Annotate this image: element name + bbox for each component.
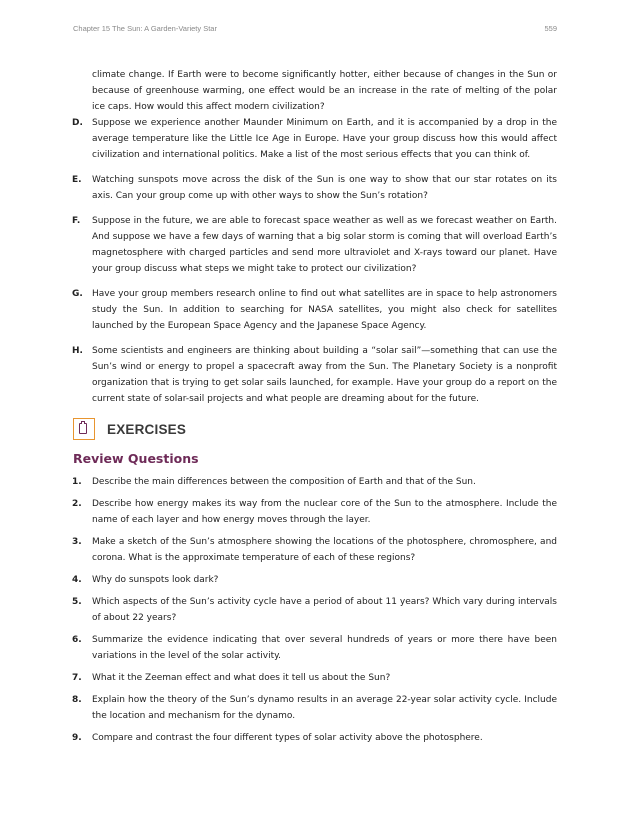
activity-letter: D. <box>72 118 83 128</box>
question-number: 8. <box>72 695 82 705</box>
question-number: 9. <box>72 733 82 743</box>
question-text: What it the Zeeman effect and what does it tell us about the Sun? <box>92 673 391 683</box>
question-text: Describe how energy makes its way from the nuclear core of the Sun to the atmosphere. Include the name of each layer and how energy moves through the layer. <box>92 499 557 525</box>
question-text: Compare and contrast the four different types of solar activity above the photosphere. <box>92 733 483 743</box>
review-question-3 <box>73 534 557 566</box>
activity-item-e <box>73 172 557 204</box>
question-number: 5. <box>72 597 82 607</box>
activity-item-f <box>73 213 557 277</box>
activity-letter: G. <box>72 289 83 299</box>
running-header <box>73 24 557 33</box>
review-question-9 <box>73 730 557 746</box>
group-activities-list <box>73 115 557 416</box>
activity-text: Have your group members research online to find out what satellites are in space to help astronomers study the Sun. In addition to searching for NASA satellites, you might also check for satellites launched by the European Space Agency and the Japanese Space Agency. <box>92 289 557 331</box>
review-question-1 <box>73 474 557 490</box>
activity-text: Some scientists and engineers are thinking about building a “solar sail”—something that can use the Sun’s wind or energy to propel a spacecraft away from the Sun. The Planetary Society is a nonprofit organization that is trying to get solar sails launched, for example. Have your group do a report on the current state of solar-sail projects and what people are dreaming about for the future. <box>92 346 557 404</box>
question-text: Summarize the evidence indicating that over several hundreds of years or more there have been variations in the level of the solar activity. <box>92 635 557 661</box>
activity-item-h <box>73 343 557 407</box>
review-question-4 <box>73 572 557 588</box>
question-text: Describe the main differences between the composition of Earth and that of the Sun. <box>92 477 476 487</box>
clipboard-icon <box>73 418 95 440</box>
activity-text: Suppose we experience another Maunder Minimum on Earth, and it is accompanied by a drop in the average temperature like the Little Ice Age in Europe. Have your group discuss how this would affect civilization and international politics. Make a list of the most serious effects that you can think of. <box>92 118 557 160</box>
review-questions-heading: Review Questions <box>73 451 199 466</box>
review-question-6 <box>73 632 557 664</box>
question-text: Why do sunspots look dark? <box>92 575 219 585</box>
page-number: 559 <box>544 24 557 33</box>
review-question-5 <box>73 594 557 626</box>
activity-item-g <box>73 286 557 334</box>
question-text: Explain how the theory of the Sun’s dynamo results in an average 22-year solar activity cycle. Include the location and mechanism for the dynamo. <box>92 695 557 721</box>
activity-item-d <box>73 115 557 163</box>
question-number: 6. <box>72 635 82 645</box>
review-question-8 <box>73 692 557 724</box>
activity-text: Watching sunspots move across the disk of the Sun is one way to show that our star rotates on its axis. Can your group come up with other ways to show the Sun’s rotation? <box>92 175 557 201</box>
question-number: 2. <box>72 499 82 509</box>
question-number: 3. <box>72 537 82 547</box>
chapter-title: Chapter 15 The Sun: A Garden-Variety Star <box>73 24 217 33</box>
activity-letter: H. <box>72 346 83 356</box>
question-number: 7. <box>72 673 82 683</box>
question-text: Which aspects of the Sun’s activity cycle have a period of about 11 years? Which vary during intervals of about 22 years? <box>92 597 557 623</box>
continuation-paragraph: climate change. If Earth were to become significantly hotter, either because of changes in the Sun or because of greenhouse warming, one effect would be an increase in the rate of melting of the polar ice caps. How would this affect modern civilization? <box>92 70 557 112</box>
review-questions-list <box>73 474 557 752</box>
exercises-title: EXERCISES <box>107 422 187 437</box>
activity-letter: F. <box>72 216 81 226</box>
activity-letter: E. <box>72 175 82 185</box>
question-text: Make a sketch of the Sun’s atmosphere showing the locations of the photosphere, chromosphere, and corona. What is the approximate temperature of each of these regions? <box>92 537 557 563</box>
review-question-7 <box>73 670 557 686</box>
review-question-2 <box>73 496 557 528</box>
activity-text: Suppose in the future, we are able to forecast space weather as well as we forecast weather on Earth. And suppose we have a few days of warning that a big solar storm is coming that will overload Earth’s magnetosphere with charged particles and send more ultraviolet and X-rays toward our planet. Have your group discuss what steps we might take to protect our civilization? <box>92 216 557 274</box>
question-number: 1. <box>72 477 82 487</box>
question-number: 4. <box>72 575 82 585</box>
